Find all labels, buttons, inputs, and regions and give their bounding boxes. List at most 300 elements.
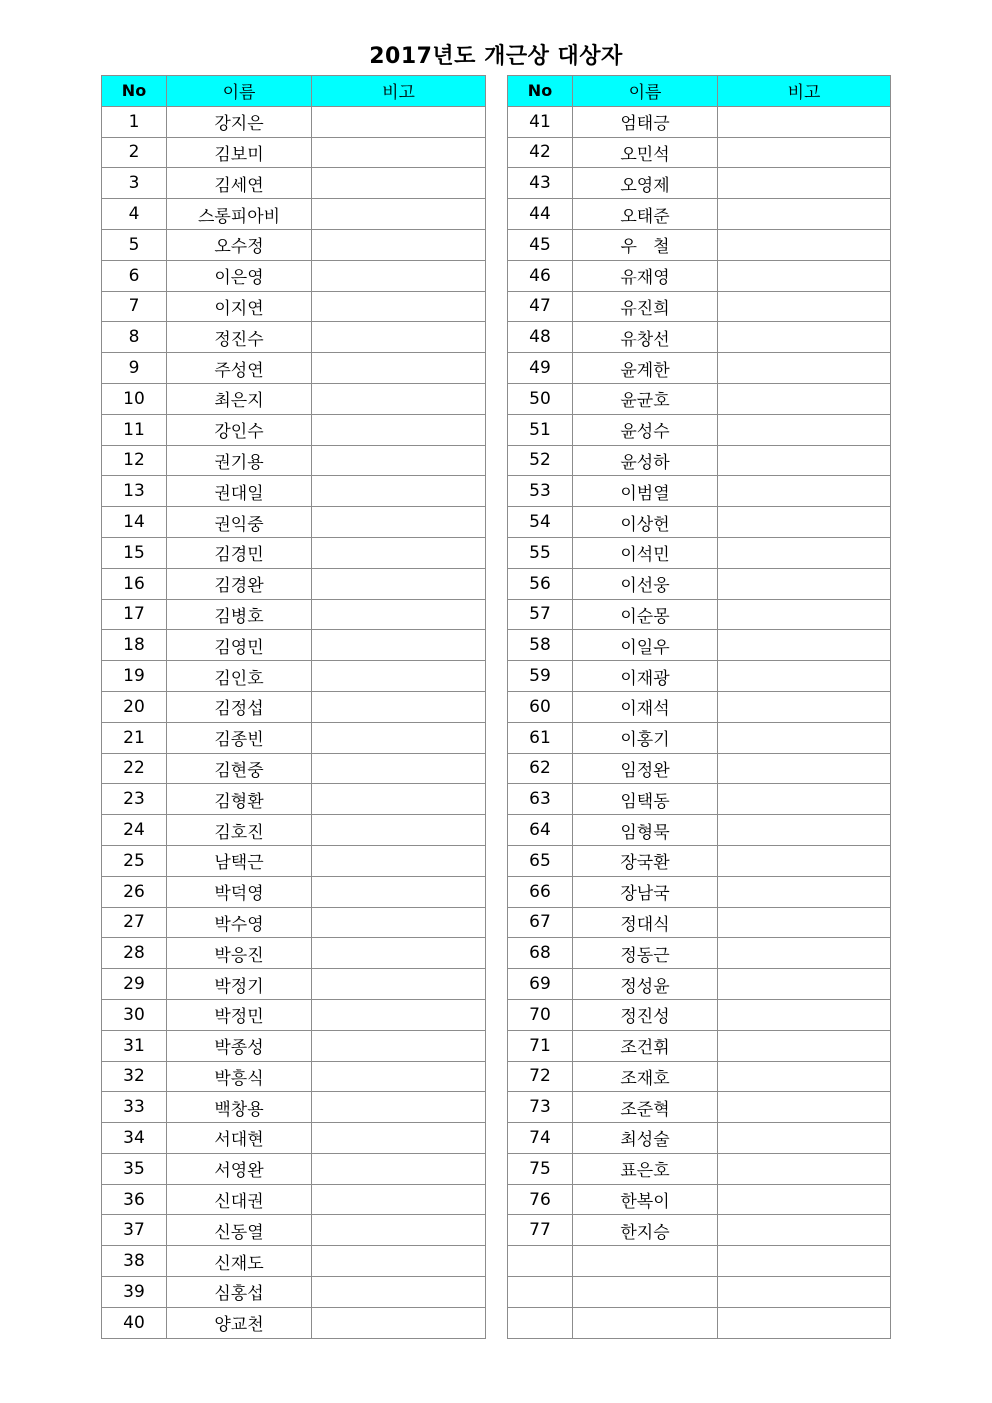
note-cell [312, 630, 486, 661]
table-row [508, 938, 891, 969]
name-cell: 백창용 [167, 1092, 312, 1123]
row-number-cell: 56 [508, 568, 573, 599]
note-cell [718, 1184, 891, 1215]
row-number-cell: 62 [508, 753, 573, 784]
note-cell [312, 260, 486, 291]
table-row [102, 815, 486, 846]
name-cell: 박정기 [167, 969, 312, 1000]
note-cell [312, 1092, 486, 1123]
row-number-cell: 66 [508, 876, 573, 907]
table-row [102, 1184, 486, 1215]
table-row [102, 1307, 486, 1338]
note-cell [312, 845, 486, 876]
row-number-cell: 74 [508, 1123, 573, 1154]
name-cell: 김세연 [167, 168, 312, 199]
table-header-row [102, 76, 486, 107]
note-cell [718, 537, 891, 568]
note-cell [312, 1153, 486, 1184]
note-cell [718, 199, 891, 230]
name-cell: 장남국 [573, 876, 718, 907]
row-number-cell: 37 [102, 1215, 167, 1246]
row-number-cell: 19 [102, 661, 167, 692]
note-cell [312, 815, 486, 846]
row-number-cell: 6 [102, 260, 167, 291]
row-number-cell: 68 [508, 938, 573, 969]
name-cell: 권기용 [167, 445, 312, 476]
row-number-cell: 35 [102, 1153, 167, 1184]
row-number-cell: 22 [102, 753, 167, 784]
row-number-cell: 46 [508, 260, 573, 291]
note-cell [312, 1123, 486, 1154]
name-cell: 김인호 [167, 661, 312, 692]
table-row [102, 476, 486, 507]
note-cell [718, 691, 891, 722]
row-number-cell: 52 [508, 445, 573, 476]
table-row [508, 1246, 891, 1277]
roster-body-right [508, 106, 891, 1338]
name-cell: 이석민 [573, 537, 718, 568]
row-number-cell: 38 [102, 1246, 167, 1277]
row-number-cell: 24 [102, 815, 167, 846]
note-cell [718, 1307, 891, 1338]
name-cell: 정동근 [573, 938, 718, 969]
row-number-cell: 1 [102, 106, 167, 137]
note-cell [718, 907, 891, 938]
note-cell [718, 445, 891, 476]
note-cell [718, 568, 891, 599]
row-number-cell: 50 [508, 383, 573, 414]
table-row [102, 876, 486, 907]
table-row [102, 445, 486, 476]
table-row [508, 229, 891, 260]
table-row [508, 291, 891, 322]
name-cell: 임형묵 [573, 815, 718, 846]
table-row [508, 260, 891, 291]
table-row [102, 1092, 486, 1123]
note-cell [718, 383, 891, 414]
row-number-cell [508, 1246, 573, 1277]
table-row [508, 907, 891, 938]
table-row [508, 1184, 891, 1215]
name-cell: 주성연 [167, 353, 312, 384]
row-number-cell: 70 [508, 999, 573, 1030]
name-cell: 이지연 [167, 291, 312, 322]
name-cell: 최은지 [167, 383, 312, 414]
note-cell [312, 876, 486, 907]
note-cell [312, 568, 486, 599]
row-number-cell: 25 [102, 845, 167, 876]
table-row [102, 291, 486, 322]
note-cell [312, 691, 486, 722]
table-row [102, 229, 486, 260]
row-number-cell: 72 [508, 1061, 573, 1092]
name-cell: 김경민 [167, 537, 312, 568]
name-cell: 김병호 [167, 599, 312, 630]
row-number-cell: 2 [102, 137, 167, 168]
table-row [508, 876, 891, 907]
row-number-cell: 20 [102, 691, 167, 722]
name-cell [573, 1277, 718, 1308]
table-row [102, 507, 486, 538]
note-cell [718, 507, 891, 538]
note-cell [718, 876, 891, 907]
note-cell [312, 168, 486, 199]
note-cell [312, 291, 486, 322]
name-cell: 이상헌 [573, 507, 718, 538]
row-number-cell: 47 [508, 291, 573, 322]
table-row [102, 383, 486, 414]
name-cell: 강인수 [167, 414, 312, 445]
table-row [508, 1030, 891, 1061]
table-row [102, 753, 486, 784]
name-cell: 유진희 [573, 291, 718, 322]
page-title: 2017년도 개근상 대상자 [369, 44, 623, 69]
table-row [508, 722, 891, 753]
table-row [102, 137, 486, 168]
row-number-cell: 43 [508, 168, 573, 199]
name-cell: 한복이 [573, 1184, 718, 1215]
note-cell [718, 845, 891, 876]
name-cell: 엄태긍 [573, 106, 718, 137]
table-row [102, 999, 486, 1030]
note-cell [718, 1030, 891, 1061]
row-number-cell: 36 [102, 1184, 167, 1215]
table-row [102, 106, 486, 137]
name-cell: 이범열 [573, 476, 718, 507]
row-number-cell: 44 [508, 199, 573, 230]
name-cell: 김보미 [167, 137, 312, 168]
table-row [508, 476, 891, 507]
note-cell [718, 322, 891, 353]
table-row [102, 1030, 486, 1061]
table-row [508, 815, 891, 846]
name-cell: 김현중 [167, 753, 312, 784]
table-row [508, 969, 891, 1000]
name-cell: 심홍섭 [167, 1277, 312, 1308]
row-number-cell: 3 [102, 168, 167, 199]
row-number-cell: 26 [102, 876, 167, 907]
row-number-cell: 39 [102, 1277, 167, 1308]
name-cell: 이홍기 [573, 722, 718, 753]
note-cell [312, 784, 486, 815]
row-number-cell: 27 [102, 907, 167, 938]
name-cell: 박응진 [167, 938, 312, 969]
note-cell [312, 199, 486, 230]
note-cell [718, 229, 891, 260]
name-cell: 최성술 [573, 1123, 718, 1154]
name-cell: 김정섭 [167, 691, 312, 722]
name-cell: 정진수 [167, 322, 312, 353]
row-number-cell: 76 [508, 1184, 573, 1215]
name-cell: 윤계한 [573, 353, 718, 384]
note-cell [718, 1092, 891, 1123]
row-number-cell: 11 [102, 414, 167, 445]
table-row [102, 199, 486, 230]
table-row [102, 537, 486, 568]
table-row [102, 1277, 486, 1308]
row-number-cell: 60 [508, 691, 573, 722]
table-row [508, 1061, 891, 1092]
table-row [102, 691, 486, 722]
note-cell [312, 599, 486, 630]
row-number-cell: 32 [102, 1061, 167, 1092]
name-cell: 권대일 [167, 476, 312, 507]
name-cell: 정대식 [573, 907, 718, 938]
row-number-cell: 53 [508, 476, 573, 507]
table-row [102, 661, 486, 692]
name-cell: 박수영 [167, 907, 312, 938]
name-cell: 우 철 [573, 229, 718, 260]
table-row [102, 938, 486, 969]
row-number-cell: 40 [102, 1307, 167, 1338]
name-cell: 조준혁 [573, 1092, 718, 1123]
table-row [102, 722, 486, 753]
name-cell: 장국환 [573, 845, 718, 876]
row-number-cell: 28 [102, 938, 167, 969]
name-cell: 표은호 [573, 1153, 718, 1184]
note-cell [718, 753, 891, 784]
note-cell [312, 229, 486, 260]
note-cell [312, 1246, 486, 1277]
table-row [102, 1153, 486, 1184]
row-number-cell: 34 [102, 1123, 167, 1154]
note-cell [718, 1246, 891, 1277]
note-cell [718, 784, 891, 815]
row-number-cell: 77 [508, 1215, 573, 1246]
row-number-cell: 29 [102, 969, 167, 1000]
table-row [508, 507, 891, 538]
table-row [508, 1277, 891, 1308]
name-cell: 이선웅 [573, 568, 718, 599]
note-cell [718, 938, 891, 969]
name-cell: 임정완 [573, 753, 718, 784]
table-row [508, 1123, 891, 1154]
note-cell [718, 969, 891, 1000]
table-row [508, 168, 891, 199]
row-number-cell: 45 [508, 229, 573, 260]
name-cell: 정성윤 [573, 969, 718, 1000]
table-row [102, 599, 486, 630]
note-cell [312, 1030, 486, 1061]
table-row [508, 1215, 891, 1246]
row-number-cell: 30 [102, 999, 167, 1030]
note-cell [718, 476, 891, 507]
table-row [102, 1215, 486, 1246]
table-row [102, 845, 486, 876]
note-cell [312, 1307, 486, 1338]
row-number-cell: 75 [508, 1153, 573, 1184]
table-row [508, 661, 891, 692]
name-cell: 윤성하 [573, 445, 718, 476]
name-cell: 김형환 [167, 784, 312, 815]
table-row [508, 999, 891, 1030]
roster-body-left [102, 106, 486, 1338]
name-cell: 서대현 [167, 1123, 312, 1154]
row-number-cell: 15 [102, 537, 167, 568]
name-cell: 남택근 [167, 845, 312, 876]
row-number-cell: 57 [508, 599, 573, 630]
note-cell [312, 322, 486, 353]
name-cell: 조재호 [573, 1061, 718, 1092]
note-cell [718, 414, 891, 445]
name-cell: 양교천 [167, 1307, 312, 1338]
table-row [102, 168, 486, 199]
table-row [102, 784, 486, 815]
table-row [102, 568, 486, 599]
table-row [508, 1092, 891, 1123]
note-cell [312, 661, 486, 692]
table-row [508, 1153, 891, 1184]
name-cell: 김경완 [167, 568, 312, 599]
table-row [508, 845, 891, 876]
table-row [508, 137, 891, 168]
row-number-cell: 73 [508, 1092, 573, 1123]
name-cell: 유창선 [573, 322, 718, 353]
name-cell: 박종성 [167, 1030, 312, 1061]
note-cell [312, 999, 486, 1030]
name-cell: 오태준 [573, 199, 718, 230]
table-row [508, 353, 891, 384]
row-number-cell: 42 [508, 137, 573, 168]
name-cell: 김종빈 [167, 722, 312, 753]
note-cell [312, 1277, 486, 1308]
note-cell [312, 753, 486, 784]
table-row [102, 907, 486, 938]
row-number-cell: 58 [508, 630, 573, 661]
note-cell [312, 722, 486, 753]
note-cell [718, 599, 891, 630]
note-cell [312, 537, 486, 568]
row-number-cell [508, 1277, 573, 1308]
row-number-cell: 54 [508, 507, 573, 538]
note-cell [718, 630, 891, 661]
note-cell [312, 476, 486, 507]
roster-table-left [101, 75, 486, 1339]
table-row [508, 599, 891, 630]
row-number-cell: 21 [102, 722, 167, 753]
column-header-note: 비고 [312, 76, 486, 107]
note-cell [312, 1215, 486, 1246]
note-cell [312, 445, 486, 476]
note-cell [718, 1215, 891, 1246]
roster-table-right [507, 75, 891, 1339]
row-number-cell: 16 [102, 568, 167, 599]
column-header-name: 이름 [573, 76, 718, 107]
note-cell [718, 1123, 891, 1154]
note-cell [718, 722, 891, 753]
note-cell [312, 907, 486, 938]
row-number-cell: 12 [102, 445, 167, 476]
name-cell: 오수정 [167, 229, 312, 260]
row-number-cell: 48 [508, 322, 573, 353]
name-cell: 신재도 [167, 1246, 312, 1277]
row-number-cell: 31 [102, 1030, 167, 1061]
row-number-cell: 63 [508, 784, 573, 815]
note-cell [718, 1277, 891, 1308]
table-row [508, 691, 891, 722]
row-number-cell: 13 [102, 476, 167, 507]
note-cell [312, 137, 486, 168]
row-number-cell: 8 [102, 322, 167, 353]
name-cell: 윤균호 [573, 383, 718, 414]
note-cell [312, 507, 486, 538]
name-cell: 오영제 [573, 168, 718, 199]
column-header-no: No [102, 76, 167, 107]
note-cell [718, 1153, 891, 1184]
row-number-cell: 65 [508, 845, 573, 876]
table-row [102, 353, 486, 384]
table-row [508, 106, 891, 137]
table-row [508, 322, 891, 353]
name-cell [573, 1307, 718, 1338]
name-cell: 신동열 [167, 1215, 312, 1246]
row-number-cell: 14 [102, 507, 167, 538]
table-row [508, 568, 891, 599]
note-cell [718, 661, 891, 692]
name-cell: 정진성 [573, 999, 718, 1030]
name-cell: 임택동 [573, 784, 718, 815]
note-cell [312, 1061, 486, 1092]
table-row [508, 537, 891, 568]
name-cell: 이은영 [167, 260, 312, 291]
column-header-no: No [508, 76, 573, 107]
table-row [102, 414, 486, 445]
row-number-cell: 69 [508, 969, 573, 1000]
name-cell: 한지승 [573, 1215, 718, 1246]
table-row [508, 1307, 891, 1338]
note-cell [718, 353, 891, 384]
row-number-cell: 49 [508, 353, 573, 384]
name-cell: 권익중 [167, 507, 312, 538]
row-number-cell: 59 [508, 661, 573, 692]
row-number-cell: 5 [102, 229, 167, 260]
note-cell [312, 969, 486, 1000]
note-cell [718, 1061, 891, 1092]
row-number-cell: 33 [102, 1092, 167, 1123]
table-row [508, 199, 891, 230]
name-cell: 김영민 [167, 630, 312, 661]
name-cell: 오민석 [573, 137, 718, 168]
row-number-cell [508, 1307, 573, 1338]
row-number-cell: 4 [102, 199, 167, 230]
table-row [102, 1123, 486, 1154]
row-number-cell: 71 [508, 1030, 573, 1061]
row-number-cell: 7 [102, 291, 167, 322]
note-cell [718, 260, 891, 291]
name-cell: 김호진 [167, 815, 312, 846]
name-cell: 박정민 [167, 999, 312, 1030]
note-cell [718, 168, 891, 199]
table-row [508, 445, 891, 476]
name-cell: 스롱피아비 [167, 199, 312, 230]
name-cell: 이재석 [573, 691, 718, 722]
row-number-cell: 64 [508, 815, 573, 846]
name-cell: 박흥식 [167, 1061, 312, 1092]
name-cell [573, 1246, 718, 1277]
row-number-cell: 67 [508, 907, 573, 938]
note-cell [312, 383, 486, 414]
row-number-cell: 10 [102, 383, 167, 414]
note-cell [312, 353, 486, 384]
row-number-cell: 17 [102, 599, 167, 630]
row-number-cell: 9 [102, 353, 167, 384]
table-row [102, 630, 486, 661]
name-cell: 유재영 [573, 260, 718, 291]
column-header-note: 비고 [718, 76, 891, 107]
table-row [102, 969, 486, 1000]
name-cell: 신대권 [167, 1184, 312, 1215]
table-row [102, 1061, 486, 1092]
